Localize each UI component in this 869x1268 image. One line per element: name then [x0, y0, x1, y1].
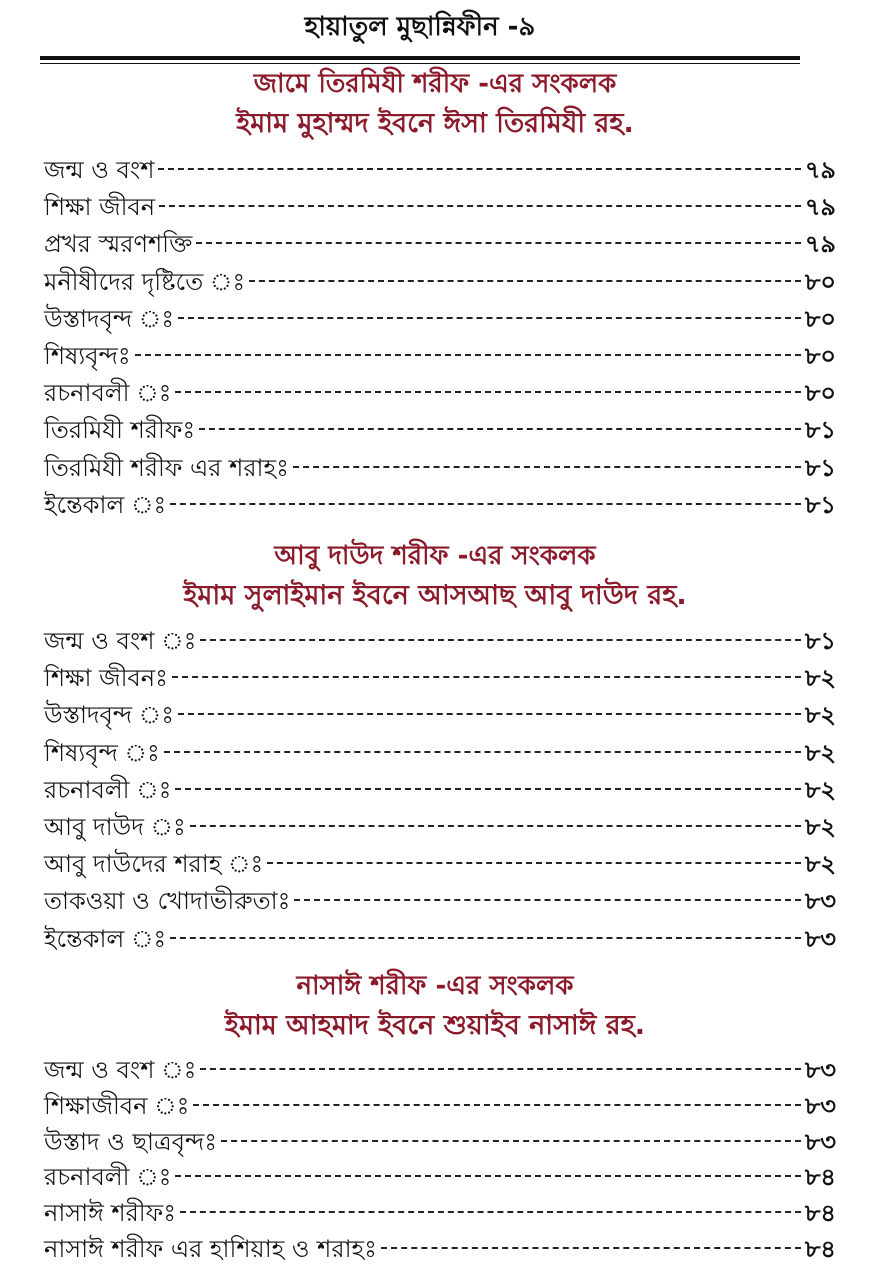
dot-leader	[293, 466, 801, 468]
toc-page-number: ৮৪	[804, 1163, 836, 1192]
toc-entry-label: শিষ্যবৃন্দঃ	[44, 341, 131, 370]
section-subtitle: ইমাম সুলাইমান ইবনে আসআছ আবু দাউদ রহ.	[183, 580, 687, 611]
dot-leader	[170, 503, 801, 505]
toc-entry-label: উস্তাদবৃন্দ ঃ	[44, 304, 175, 333]
dot-leader	[175, 788, 800, 790]
running-head: হায়াতুল মুছান্নিফীন -৯	[304, 12, 536, 42]
dot-leader	[135, 354, 801, 356]
toc-entry-label: শিক্ষা জীবনঃ	[44, 664, 168, 693]
toc-entry[interactable]	[44, 1125, 836, 1161]
toc-page-number: ৮১	[804, 416, 836, 445]
toc-entry-label: উস্তাদ ও ছাত্রবৃন্দঃ	[44, 1127, 217, 1156]
toc-page-number: ৭৯	[804, 230, 836, 259]
toc-page-number: ৮৩	[804, 924, 836, 953]
toc-page-number: ৭৯	[804, 193, 836, 222]
toc-entry-label: প্রখর স্মরণশক্তি	[44, 230, 193, 259]
toc-entry-label: উস্তাদবৃন্দ ঃ	[44, 701, 175, 730]
toc-entry[interactable]	[44, 1196, 836, 1232]
header-rule	[40, 56, 800, 60]
toc-page-number: ৮১	[804, 490, 836, 519]
toc-entry-label: আবু দাউদের শরাহ ঃ	[44, 850, 264, 879]
toc-page-number: ৮২	[804, 812, 836, 841]
toc-entry-label: নাসাঈ শরীফ এর হাশিয়াহ ও শরাহঃ	[44, 1234, 377, 1263]
toc-page-number: ৮২	[804, 775, 836, 804]
toc-entry[interactable]	[44, 883, 836, 920]
section-heading-nasai	[40, 966, 830, 1046]
dot-leader	[178, 713, 801, 715]
toc-entry-label: ইন্তেকাল ঃ	[44, 490, 167, 519]
toc-page-number: ৮০	[804, 304, 836, 333]
toc-entry[interactable]	[44, 338, 836, 375]
toc-entry-label: নাসাঈ শরীফঃ	[44, 1199, 176, 1228]
toc-entry[interactable]	[44, 846, 836, 883]
dot-leader	[200, 639, 800, 641]
dot-leader	[180, 1211, 801, 1213]
dot-leader	[159, 205, 801, 207]
toc-page-number: ৮০	[804, 379, 836, 408]
toc-entry-label: তিরমিযী শরীফঃ	[44, 416, 196, 445]
toc-entry-label: তিরমিযী শরীফ এর শরাহঃ	[44, 453, 289, 482]
toc-page-number: ৮৪	[804, 1234, 836, 1263]
toc-entry-label: ইন্তেকাল ঃ	[44, 924, 167, 953]
section-title: নাসাঈ শরীফ -এর সংকলক	[296, 971, 574, 1001]
toc-entry[interactable]	[44, 189, 836, 226]
toc-entry-label: রচনাবলী ঃ	[44, 379, 172, 408]
toc-entry-label: রচনাবলী ঃ	[44, 1163, 172, 1192]
dot-leader	[178, 317, 801, 319]
toc-list-nasai	[44, 1053, 836, 1268]
toc-entry[interactable]	[44, 623, 836, 660]
toc-entry[interactable]	[44, 301, 836, 338]
toc-page-number: ৮২	[804, 664, 836, 693]
toc-page-number: ৮১	[804, 453, 836, 482]
toc-entry[interactable]	[44, 226, 836, 263]
toc-entry[interactable]	[44, 660, 836, 697]
toc-page-number: ৮৩	[804, 1127, 836, 1156]
toc-list-tirmidhi	[44, 152, 836, 524]
dot-leader	[199, 428, 801, 430]
dot-leader	[221, 1140, 801, 1142]
toc-entry[interactable]	[44, 772, 836, 809]
section-subtitle: ইমাম মুহাম্মদ ইবনে ঈসা তিরমিযী রহ.	[236, 108, 634, 139]
toc-entry[interactable]	[44, 375, 836, 412]
toc-entry[interactable]	[44, 735, 836, 772]
toc-page-number: ৮৩	[804, 1056, 836, 1084]
toc-entry[interactable]	[44, 697, 836, 734]
dot-leader	[190, 825, 801, 827]
toc-page-number: ৮৩	[804, 1091, 836, 1120]
toc-entry-label: তাকওয়া ও খোদাভীরুতাঃ	[44, 887, 291, 916]
toc-entry-label: জন্ম ও বংশ ঃ	[44, 627, 197, 655]
toc-entry-label: শিক্ষাজীবন ঃ	[44, 1091, 190, 1120]
toc-page-number: ৭৯	[804, 156, 836, 184]
section-title: আবু দাউদ শরীফ -এর সংকলক	[274, 541, 596, 571]
toc-page-number: ৮৩	[804, 887, 836, 916]
toc-page-number: ৮০	[804, 267, 836, 296]
section-subtitle: ইমাম আহমাদ ইবনে শুয়াইব নাসাঈ রহ.	[224, 1010, 646, 1041]
toc-page-number: ৮৪	[804, 1199, 836, 1228]
toc-page-number: ৮২	[804, 701, 836, 730]
dot-leader	[170, 937, 801, 939]
toc-page-number: ৮১	[804, 627, 836, 655]
dot-leader	[249, 280, 801, 282]
section-heading-abu-dawud	[40, 536, 830, 616]
toc-entry-label: জন্ম ও বংশ ঃ	[44, 1056, 197, 1084]
section-heading-tirmidhi	[40, 64, 830, 144]
toc-entry[interactable]	[44, 264, 836, 301]
dot-leader	[158, 168, 800, 170]
toc-entry-label: রচনাবলী ঃ	[44, 775, 172, 804]
toc-page-number: ৮০	[804, 341, 836, 370]
toc-entry[interactable]	[44, 487, 836, 524]
dot-leader	[196, 242, 800, 244]
toc-entry[interactable]	[44, 1053, 836, 1089]
toc-entry[interactable]	[44, 152, 836, 189]
section-title: জামে তিরমিযী শরীফ -এর সংকলক	[253, 69, 617, 99]
toc-entry-label: শিষ্যবৃন্দ ঃ	[44, 738, 160, 767]
toc-entry-label: মনীষীদের দৃষ্টিতে ঃ	[44, 267, 246, 296]
dot-leader	[381, 1247, 801, 1249]
toc-entry-label: আবু দাউদ ঃ	[44, 812, 186, 841]
toc-entry[interactable]	[44, 1232, 836, 1268]
dot-leader	[175, 391, 800, 393]
dot-leader	[200, 1068, 800, 1070]
toc-entry-label: শিক্ষা জীবন	[44, 193, 156, 222]
dot-leader	[193, 1104, 800, 1106]
toc-list-abu-dawud	[44, 623, 836, 958]
toc-page-number: ৮২	[804, 850, 836, 879]
dot-leader	[294, 899, 800, 901]
dot-leader	[164, 751, 801, 753]
toc-entry[interactable]	[44, 921, 836, 958]
dot-leader	[267, 862, 801, 864]
toc-entry[interactable]	[44, 809, 836, 846]
toc-entry[interactable]	[44, 412, 836, 449]
toc-entry-label: জন্ম ও বংশ	[44, 156, 155, 184]
dot-leader	[175, 1175, 800, 1177]
toc-page-number: ৮২	[804, 738, 836, 767]
toc-entry[interactable]	[44, 1160, 836, 1196]
toc-entry[interactable]	[44, 450, 836, 487]
dot-leader	[172, 676, 801, 678]
toc-entry[interactable]	[44, 1089, 836, 1125]
